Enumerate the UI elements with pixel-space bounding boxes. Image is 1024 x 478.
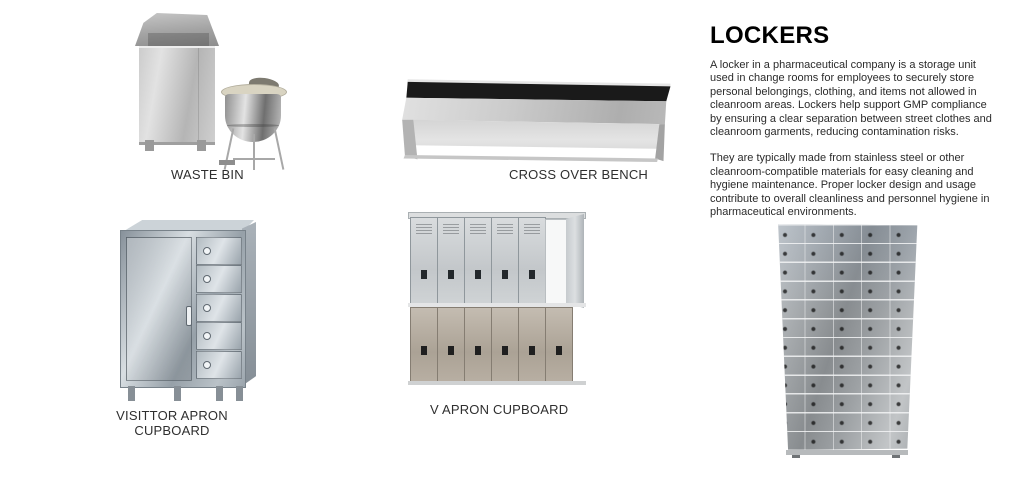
- locker-door-bottom: [464, 307, 492, 383]
- waste-bin-lid: [135, 13, 219, 46]
- locker-door-bottom: [410, 307, 438, 383]
- locker-open-door: [566, 214, 584, 308]
- cupboard-small-locker: [196, 294, 242, 322]
- locker-door-top: [437, 217, 465, 305]
- locker-base: [786, 450, 908, 455]
- lockers-image: [776, 224, 918, 458]
- cross-over-bench-label: CROSS OVER BENCH: [509, 167, 649, 182]
- locker-door-bottom: [545, 307, 573, 383]
- locker-bottom-frame: [408, 381, 586, 385]
- cupboard-leg: [216, 386, 223, 401]
- cross-over-bench-image: [398, 74, 676, 162]
- pedal-bin-leg: [274, 128, 285, 169]
- locker-compartment-grid: [776, 224, 918, 450]
- visitor-apron-cupboard-label: VISITTOR APRON CUPBOARD: [116, 408, 228, 438]
- cupboard-door-handle: [186, 306, 192, 326]
- waste-bin-image: [133, 10, 293, 170]
- cupboard-small-locker: [196, 351, 242, 379]
- lockers-paragraph-1: A locker in a pharmaceutical company is a storage unit used in change rooms for employees to securely store personal belongings, clothing, and items not allowed in cleanroom areas. Lockers help support GMP compliance by ensuring a clear separation between street clothes and cleanroom garments, reducing contamination risks.: [710, 59, 992, 139]
- cupboard-leg: [174, 386, 181, 401]
- locker-door-bottom: [491, 307, 519, 383]
- lockers-title: LOCKERS: [710, 22, 830, 49]
- waste-bin-label: WASTE BIN: [171, 167, 244, 182]
- cupboard-small-locker: [196, 322, 242, 350]
- lockers-article: [710, 22, 994, 232]
- locker-door-top: [518, 217, 546, 305]
- v-apron-cupboard-label: V APRON CUPBOARD: [430, 402, 569, 417]
- cupboard-small-locker: [196, 237, 242, 265]
- cupboard-leg: [128, 386, 135, 401]
- locker-door-top: [491, 217, 519, 305]
- cupboard-main-door: [126, 237, 192, 381]
- v-apron-cupboard-image: [406, 212, 588, 388]
- pedal-bin-leg: [253, 134, 255, 170]
- locker-foot: [792, 455, 800, 458]
- waste-bin-foot: [145, 140, 154, 151]
- cupboard-leg: [236, 386, 243, 401]
- locker-door-top: [410, 217, 438, 305]
- locker-door-bottom: [437, 307, 465, 383]
- locker-foot: [892, 455, 900, 458]
- visitor-apron-cupboard-image: [116, 220, 262, 405]
- locker-door-bottom: [518, 307, 546, 383]
- cupboard-small-locker: [196, 265, 242, 293]
- pedal-bin-crossbar: [233, 158, 275, 160]
- locker-door-top: [464, 217, 492, 305]
- waste-bin-foot: [197, 140, 206, 151]
- waste-bin-body: [139, 46, 215, 145]
- pedal-bin-pedal: [219, 160, 235, 165]
- lockers-paragraph-2: They are typically made from stainless steel or other cleanroom-compatible materials for easy cleaning and hygiene maintenance. Proper locker design and usage contribute to overall cleanliness and personnel hygiene in pharmaceutical environments.: [710, 152, 990, 219]
